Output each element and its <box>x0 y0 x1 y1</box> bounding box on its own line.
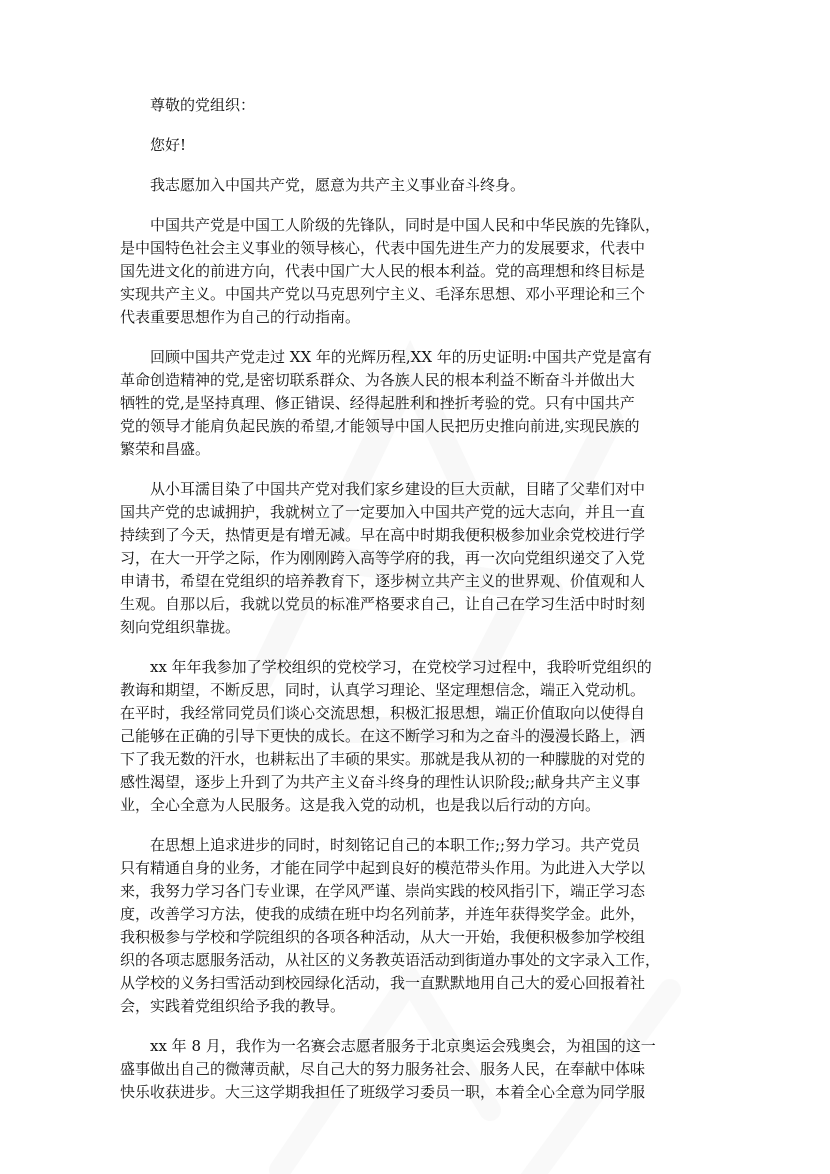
paragraph-line: 业，全心全意为人民服务。这是我入党的动机，也是我以后行动的方向。 <box>120 796 601 814</box>
paragraph-line: 在平时，我经常同党员们谈心交流思想，积极汇报思想，端正价值取向以使得自 <box>120 704 646 722</box>
letter-hello: 您好! <box>150 136 187 154</box>
paragraph-6 <box>120 834 710 1018</box>
paragraph-line: 下了我无数的汗水，也耕耘出了丰硕的果实。那就是我从初的一种朦胧的对党的 <box>120 750 646 768</box>
paragraph-line: 生观。自那以后，我就以党员的标准严格要求自己，让自己在学习生活中时时刻 <box>120 595 646 613</box>
paragraph-line: xx 年年我参加了学校组织的党校学习，在党校学习过程中，我聆听党组织的 <box>150 658 652 676</box>
paragraph-line: 国共产党的忠诚拥护，我就树立了一定要加入中国共产党的远大志向，并且一直 <box>120 503 646 521</box>
paragraph-line: 回顾中国共产党走过 XX 年的光辉历程,XX 年的历史证明:中国共产党是富有 <box>150 348 652 366</box>
paragraph-line: 中国共产党是中国工人阶级的先锋队，同时是中国人民和中华民族的先锋队， <box>150 216 661 234</box>
paragraph-line: 繁荣和昌盛。 <box>120 440 211 458</box>
paragraph-line: 持续到了今天，热情更是有增无减。早在高中时期我便积极参加业余党校进行学 <box>120 526 646 544</box>
paragraph-line: 只有精通自身的业务，才能在同学中起到良好的模范带头作用。为此进入大学以 <box>120 859 646 877</box>
paragraph-line: 从学校的义务扫雪活动到校园绿化活动，我一直默默地用自己大的爱心回报着社 <box>120 974 646 992</box>
letter-body <box>120 94 710 1121</box>
paragraph-4 <box>120 478 710 639</box>
paragraph-line: 己能够在正确的引导下更快的成长。在这不断学习和为之奋斗的漫漫长路上，洒 <box>120 727 646 745</box>
paragraph-line: 来，我努力学习各门专业课，在学风严谨、崇尚实践的校风指引下，端正学习态 <box>120 882 646 900</box>
paragraph-line: 从小耳濡目染了中国共产党对我们家乡建设的巨大贡献，目睹了父辈们对中 <box>150 480 646 498</box>
paragraph-7 <box>120 1035 710 1104</box>
paragraph-line: 刻向党组织靠拢。 <box>120 618 241 636</box>
paragraph-line: 教诲和期望，不断反思，同时，认真学习理论、坚定理想信念，端正入党动机。 <box>120 681 646 699</box>
paragraph-line: 度，改善学习方法，使我的成绩在班中均名列前茅，并连年获得奖学金。此外， <box>120 905 646 923</box>
paragraph-line: 申请书，希望在党组织的培养教育下，逐步树立共产主义的世界观、价值观和人 <box>120 572 646 590</box>
paragraph-line: 快乐收获进步。大三这学期我担任了班级学习委员一职，本着全心全意为同学服 <box>120 1083 646 1101</box>
paragraph-line: 织的各项志愿服务活动，从社区的义务教英语活动到街道办事处的文字录入工作， <box>120 951 661 969</box>
paragraph-line: 我志愿加入中国共产党，愿意为共产主义事业奋斗终身。 <box>150 176 526 194</box>
paragraph-line: 会，实践着党组织给予我的教导。 <box>120 997 346 1015</box>
paragraph-line: 感性渴望，逐步上升到了为共产主义奋斗终身的理性认识阶段;;献身共产主义事 <box>120 773 641 791</box>
paragraph-5 <box>120 656 710 817</box>
paragraph-line: 党的领导才能肩负起民族的希望,才能领导中国人民把历史推向前进,实现民族的 <box>120 417 640 435</box>
paragraph-line: 在思想上追求进步的同时，时刻铭记自己的本职工作;;努力学习。共产党员 <box>150 836 641 854</box>
paragraph-3 <box>120 346 710 461</box>
paragraph-line: 代表重要思想作为自己的行动指南。 <box>120 308 361 326</box>
letter-salutation: 尊敬的党组织： <box>150 96 256 114</box>
paragraph-line: 我积极参与学校和学院组织的各项各种活动，从大一开始，我便积极参加学校组 <box>120 928 646 946</box>
paragraph-line: 国先进文化的前进方向，代表中国广大人民的根本利益。党的高理想和终目标是 <box>120 262 646 280</box>
paragraph-line: 实现共产主义。中国共产党以马克思列宁主义、毛泽东思想、邓小平理论和三个 <box>120 285 646 303</box>
paragraph-line: 习，在大一开学之际，作为刚刚跨入高等学府的我，再一次向党组织递交了入党 <box>120 549 646 567</box>
paragraph-1 <box>120 174 710 197</box>
paragraph-line: 是中国特色社会主义事业的领导核心，代表中国先进生产力的发展要求，代表中 <box>120 239 646 257</box>
paragraph-line: 牺牲的党,是坚持真理、修正错误、经得起胜利和挫折考验的党。只有中国共产 <box>120 394 635 412</box>
paragraph-line: 革命创造精神的党,是密切联系群众、为各族人民的根本利益不断奋斗并做出大 <box>120 371 635 389</box>
paragraph-2 <box>120 214 710 329</box>
paragraph-line: 盛事做出自己的微薄贡献，尽自己大的努力服务社会、服务人民，在奉献中体味 <box>120 1060 646 1078</box>
paragraph-line: xx 年 8 月，我作为一名赛会志愿者服务于北京奥运会残奥会，为祖国的这一 <box>150 1037 656 1055</box>
